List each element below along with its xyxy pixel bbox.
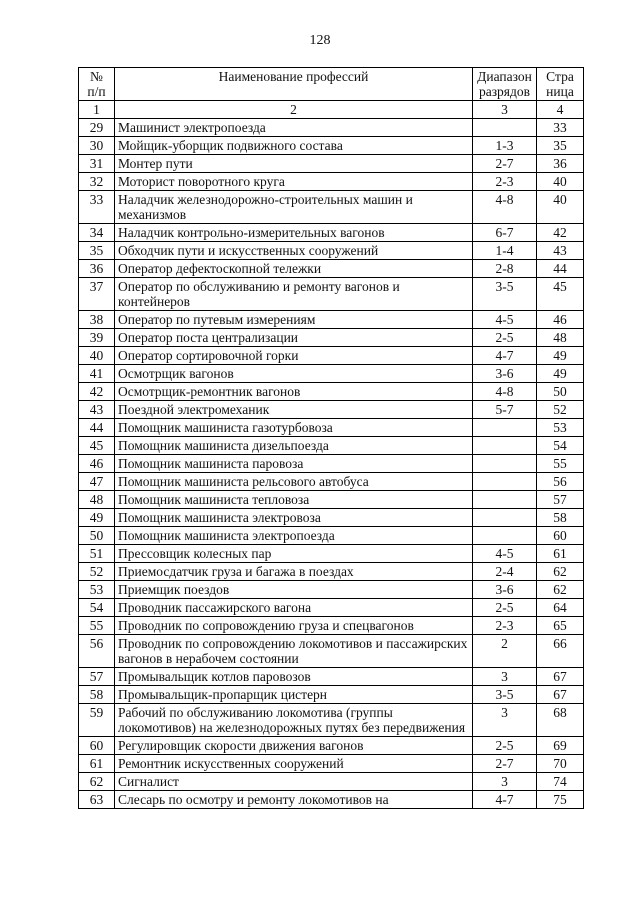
- page-ref: 56: [537, 473, 584, 491]
- page-ref: 57: [537, 491, 584, 509]
- page-ref: 62: [537, 581, 584, 599]
- page-ref: 43: [537, 242, 584, 260]
- table-row: [79, 311, 584, 329]
- page-ref: 35: [537, 137, 584, 155]
- table-row: [79, 545, 584, 563]
- grade-range: 4-8: [473, 383, 537, 401]
- page-ref: 53: [537, 419, 584, 437]
- row-number: 41: [79, 365, 115, 383]
- table-row: [79, 473, 584, 491]
- grade-range: 6-7: [473, 224, 537, 242]
- header-page: [537, 68, 584, 101]
- table-row: [79, 668, 584, 686]
- table-row: [79, 437, 584, 455]
- grade-range: 2-7: [473, 755, 537, 773]
- table-row: [79, 599, 584, 617]
- grade-range: 2-7: [473, 155, 537, 173]
- grade-range: 2-5: [473, 599, 537, 617]
- profession-name: Помощник машиниста тепловоза: [115, 491, 473, 509]
- table-row: [79, 347, 584, 365]
- grade-range: 1-4: [473, 242, 537, 260]
- page-number: 128: [309, 33, 331, 48]
- header-row: [79, 68, 584, 101]
- profession-name: Промывальщик котлов паровозов: [115, 668, 473, 686]
- grade-range: [473, 419, 537, 437]
- grade-range: 3-6: [473, 581, 537, 599]
- table-row: [79, 755, 584, 773]
- header-name: Наименование профессий: [115, 68, 473, 101]
- table-row: [79, 563, 584, 581]
- profession-name: Прессовщик колесных пар: [115, 545, 473, 563]
- profession-name: Моторист поворотного круга: [115, 173, 473, 191]
- grade-range: [473, 455, 537, 473]
- row-number: 63: [79, 791, 115, 809]
- grade-range: 3-5: [473, 278, 537, 311]
- page-ref: 66: [537, 635, 584, 668]
- table-row: [79, 617, 584, 635]
- table-body: [79, 119, 584, 809]
- col-index-3: 3: [473, 101, 537, 119]
- row-number: 35: [79, 242, 115, 260]
- row-number: 54: [79, 599, 115, 617]
- row-number: 51: [79, 545, 115, 563]
- profession-name: Мойщик-уборщик подвижного состава: [115, 137, 473, 155]
- profession-name: Помощник машиниста электровоза: [115, 509, 473, 527]
- grade-range: [473, 473, 537, 491]
- row-number: 30: [79, 137, 115, 155]
- page-ref: 49: [537, 365, 584, 383]
- table-row: [79, 242, 584, 260]
- page-ref: 62: [537, 563, 584, 581]
- page-ref: 40: [537, 173, 584, 191]
- table-row: [79, 191, 584, 224]
- profession-name: Помощник машиниста дизельпоезда: [115, 437, 473, 455]
- profession-name: Наладчик железнодорожно-строительных машин и механизмов: [115, 191, 473, 224]
- grade-range: 4-5: [473, 545, 537, 563]
- profession-name: Проводник по сопровождению локомотивов и пассажирских вагонов в нерабочем состоянии: [115, 635, 473, 668]
- profession-name: Оператор по путевым измерениям: [115, 311, 473, 329]
- profession-name: Поездной электромеханик: [115, 401, 473, 419]
- page-ref: 33: [537, 119, 584, 137]
- grade-range: 3: [473, 668, 537, 686]
- profession-name: Проводник пассажирского вагона: [115, 599, 473, 617]
- page-ref: 58: [537, 509, 584, 527]
- profession-name: Рабочий по обслуживанию локомотива (группы локомотивов) на железнодорожных путях без передвижения: [115, 704, 473, 737]
- page-ref: 50: [537, 383, 584, 401]
- profession-name: Помощник машиниста газотурбовоза: [115, 419, 473, 437]
- grade-range: 2: [473, 635, 537, 668]
- table-row: [79, 704, 584, 737]
- col-index-1: 1: [79, 101, 115, 119]
- page-ref: 44: [537, 260, 584, 278]
- row-number: 61: [79, 755, 115, 773]
- header-range: [473, 68, 537, 101]
- grade-range: 1-3: [473, 137, 537, 155]
- table-row: [79, 329, 584, 347]
- profession-name: Сигналист: [115, 773, 473, 791]
- table-row: [79, 686, 584, 704]
- page-ref: 67: [537, 668, 584, 686]
- grade-range: [473, 119, 537, 137]
- profession-name: Осмотрщик-ремонтник вагонов: [115, 383, 473, 401]
- row-number: 49: [79, 509, 115, 527]
- table-row: [79, 455, 584, 473]
- page-ref: 61: [537, 545, 584, 563]
- page-ref: 65: [537, 617, 584, 635]
- col-index-4: 4: [537, 101, 584, 119]
- table-row: [79, 581, 584, 599]
- profession-name: Промывальщик-пропарщик цистерн: [115, 686, 473, 704]
- table-row: [79, 224, 584, 242]
- profession-name: Слесарь по осмотру и ремонту локомотивов на: [115, 791, 473, 809]
- page-ref: 70: [537, 755, 584, 773]
- grade-range: 4-7: [473, 347, 537, 365]
- table-row: [79, 119, 584, 137]
- grade-range: 2-5: [473, 737, 537, 755]
- page-ref: 48: [537, 329, 584, 347]
- profession-name: Проводник по сопровождению груза и спецвагонов: [115, 617, 473, 635]
- table-row: [79, 773, 584, 791]
- grade-range: 4-7: [473, 791, 537, 809]
- page-ref: 45: [537, 278, 584, 311]
- table-row: [79, 137, 584, 155]
- profession-name: Помощник машиниста рельсового автобуса: [115, 473, 473, 491]
- header-page-line2: ница: [546, 84, 574, 99]
- page-ref: 64: [537, 599, 584, 617]
- table-row: [79, 527, 584, 545]
- row-number: 42: [79, 383, 115, 401]
- profession-name: Монтер пути: [115, 155, 473, 173]
- row-number: 52: [79, 563, 115, 581]
- row-number: 33: [79, 191, 115, 224]
- column-index-row: [79, 101, 584, 119]
- table-row: [79, 173, 584, 191]
- table-row: [79, 260, 584, 278]
- table-row: [79, 383, 584, 401]
- grade-range: 3: [473, 773, 537, 791]
- page-ref: 54: [537, 437, 584, 455]
- row-number: 32: [79, 173, 115, 191]
- table-row: [79, 365, 584, 383]
- grade-range: [473, 509, 537, 527]
- header-num: [79, 68, 115, 101]
- grade-range: 3: [473, 704, 537, 737]
- row-number: 62: [79, 773, 115, 791]
- profession-name: Приемщик поездов: [115, 581, 473, 599]
- header-page-line1: Стра: [546, 69, 574, 84]
- row-number: 44: [79, 419, 115, 437]
- grade-range: 2-8: [473, 260, 537, 278]
- row-number: 38: [79, 311, 115, 329]
- grade-range: 4-5: [473, 311, 537, 329]
- profession-name: Помощник машиниста паровоза: [115, 455, 473, 473]
- table-row: [79, 419, 584, 437]
- header-num-line1: №: [90, 69, 103, 84]
- page-ref: 55: [537, 455, 584, 473]
- row-number: 39: [79, 329, 115, 347]
- row-number: 55: [79, 617, 115, 635]
- row-number: 60: [79, 737, 115, 755]
- profession-name: Приемосдатчик груза и багажа в поездах: [115, 563, 473, 581]
- grade-range: 2-4: [473, 563, 537, 581]
- grade-range: 2-5: [473, 329, 537, 347]
- row-number: 48: [79, 491, 115, 509]
- row-number: 29: [79, 119, 115, 137]
- row-number: 46: [79, 455, 115, 473]
- row-number: 57: [79, 668, 115, 686]
- professions-table: [78, 67, 584, 809]
- grade-range: 3-5: [473, 686, 537, 704]
- page-ref: 69: [537, 737, 584, 755]
- profession-name: Оператор по обслуживанию и ремонту вагонов и контейнеров: [115, 278, 473, 311]
- row-number: 47: [79, 473, 115, 491]
- profession-name: Оператор сортировочной горки: [115, 347, 473, 365]
- row-number: 58: [79, 686, 115, 704]
- row-number: 37: [79, 278, 115, 311]
- page-ref: 60: [537, 527, 584, 545]
- profession-name: Ремонтник искусственных сооружений: [115, 755, 473, 773]
- grade-range: 5-7: [473, 401, 537, 419]
- profession-name: Регулировщик скорости движения вагонов: [115, 737, 473, 755]
- row-number: 43: [79, 401, 115, 419]
- page-ref: 36: [537, 155, 584, 173]
- grade-range: [473, 491, 537, 509]
- table-row: [79, 737, 584, 755]
- col-index-2: 2: [115, 101, 473, 119]
- page-ref: 46: [537, 311, 584, 329]
- grade-range: [473, 527, 537, 545]
- header-range-line1: Диапазон: [477, 69, 532, 84]
- page-ref: 49: [537, 347, 584, 365]
- grade-range: 3-6: [473, 365, 537, 383]
- row-number: 45: [79, 437, 115, 455]
- profession-name: Осмотрщик вагонов: [115, 365, 473, 383]
- row-number: 31: [79, 155, 115, 173]
- page-ref: 67: [537, 686, 584, 704]
- table-header: [79, 68, 584, 119]
- page-ref: 52: [537, 401, 584, 419]
- page-ref: 75: [537, 791, 584, 809]
- page-ref: 40: [537, 191, 584, 224]
- grade-range: 4-8: [473, 191, 537, 224]
- table-row: [79, 491, 584, 509]
- page-ref: 42: [537, 224, 584, 242]
- profession-name: Наладчик контрольно-измерительных вагонов: [115, 224, 473, 242]
- row-number: 59: [79, 704, 115, 737]
- grade-range: 2-3: [473, 617, 537, 635]
- header-num-line2: п/п: [87, 84, 106, 99]
- row-number: 53: [79, 581, 115, 599]
- row-number: 34: [79, 224, 115, 242]
- profession-name: Оператор поста централизации: [115, 329, 473, 347]
- header-range-line2: разрядов: [478, 84, 531, 99]
- table-row: [79, 401, 584, 419]
- table-row: [79, 509, 584, 527]
- profession-name: Обходчик пути и искусственных сооружений: [115, 242, 473, 260]
- page-ref: 74: [537, 773, 584, 791]
- row-number: 56: [79, 635, 115, 668]
- page-ref: 68: [537, 704, 584, 737]
- row-number: 40: [79, 347, 115, 365]
- table-row: [79, 635, 584, 668]
- grade-range: [473, 437, 537, 455]
- table-row: [79, 791, 584, 809]
- row-number: 36: [79, 260, 115, 278]
- profession-name: Помощник машиниста электропоезда: [115, 527, 473, 545]
- row-number: 50: [79, 527, 115, 545]
- table-row: [79, 278, 584, 311]
- table-row: [79, 155, 584, 173]
- profession-name: Оператор дефектоскопной тележки: [115, 260, 473, 278]
- grade-range: 2-3: [473, 173, 537, 191]
- profession-name: Машинист электропоезда: [115, 119, 473, 137]
